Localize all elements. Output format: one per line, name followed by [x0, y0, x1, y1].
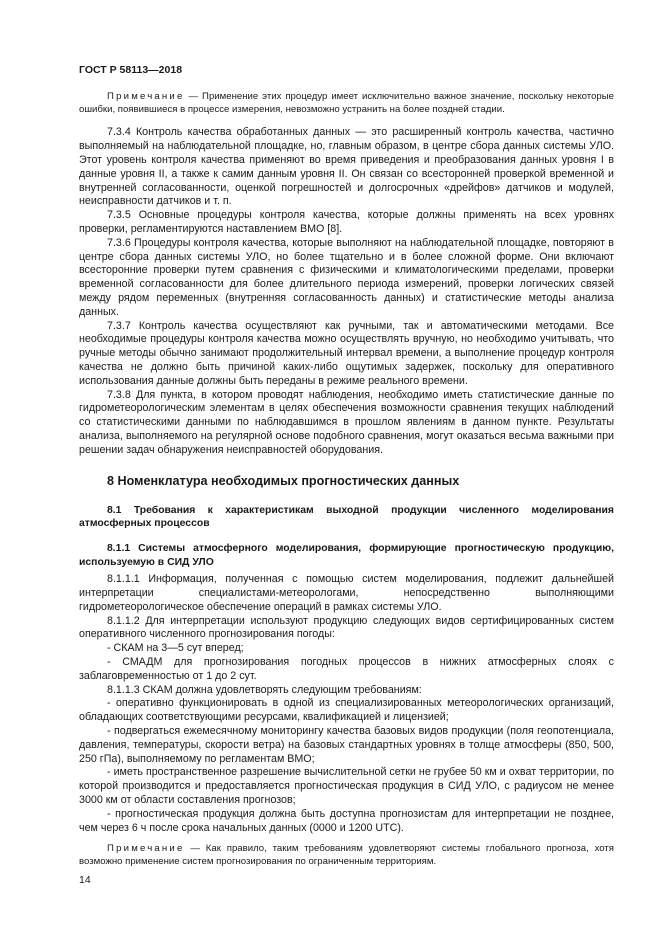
list-item: - оперативно функционировать в одной из специализированных метеорологических организаций, обладающих соответствующими ресурсами, квалификацией и лицензией;: [79, 697, 614, 724]
note-2: [79, 843, 614, 868]
list-item: - подвергаться ежемесячному мониторингу качества базовых видов продукции (поля геопотенциала, давления, температуры, скорости ветра) на базовых стандартных уровнях в толще атмосферы (850, 500, 250 гПа), выполняемому по регламентам ВМО;: [79, 724, 614, 765]
note-2-label: Примечание: [107, 843, 185, 855]
subsection-8-1-1-title: 8.1.1 Системы атмосферного моделирования, формирующие прогностическую продукцию, используемую в СИД УЛО: [79, 543, 614, 568]
paragraph-7-3-7: 7.3.7 Контроль качества осуществляют как ручными, так и автоматическими методами. Все необходимые процедуры контроля качества можно осуществлять вручную, но необходимо учитывать, что ручные методы обычно занимают продолжительный интервал времени, а выполнение процедур контроля качества не должно быть причиной каких-либо ощутимых задержек, поскольку для оперативного использования данные должны быть переданы в режиме реального времени.: [79, 319, 614, 387]
note-1-label: Примечание: [107, 91, 185, 102]
list-item: - СКАМ на 3—5 сут вперед;: [107, 642, 244, 655]
list-item: - иметь пространственное разрешение вычислительной сетки не грубее 50 км и охват территории, по которой производится и предоставляется прогностическая продукция в СИД УЛО, с радиусом не менее 3000 км от области составления прогнозов;: [79, 766, 614, 806]
list-item: - прогностическая продукция должна быть доступна прогнозистам для интерпретации не позднее, чем через 6 ч после срока начальных данных (0000 и 1200 UTC).: [79, 807, 614, 834]
paragraph-7-3-4: 7.3.4 Контроль качества обработанных данных — это расширенный контроль качества, частично выполняемый на наблюдательной площадке, но, главным образом, в центре сбора данных системы УЛО. Этот уровень контроля качества применяют во время приведения и преобразования данных уровня I в данные уровня II, а также к самим данным уровня II. Он связан со всесторонней проверкой временной и внутренней согласованности, оценкой погрешностей и долгосрочных «дрейфов» датчиков и модулей, неисправности датчиков и т. п.: [79, 126, 614, 208]
paragraph-7-3-6: 7.3.6 Процедуры контроля качества, которые выполняют на наблюдательной площадке, повторяют в центре сбора данных системы УЛО, но более тщательно и в более сложной форме. Они включают всесторонние проверки путем сравнения с физическими и климатологическими пределами, проверки временной согласованности для более длительного периода измерений, проверки логических связей между рядом переменных (внутренняя согласованность данных) и статистические методы анализа данных.: [79, 236, 614, 318]
paragraph-8-1-1-1: 8.1.1.1 Информация, полученная с помощью систем моделирования, подлежит дальнейшей интерпретации специалистами-метеорологами, непосредственно выполняющими гидрометеорологическое обеспечение операций в рамках системы УЛО.: [79, 573, 614, 613]
document-header: ГОСТ Р 58113—2018: [79, 64, 183, 76]
list-item: - СМАДМ для прогнозирования погодных процессов в нижних атмосферных слоях с заблаговременностью от 1 до 2 сут.: [79, 655, 614, 682]
page-content: [79, 91, 614, 869]
note-2-text: — Как правило, таким требованиям удовлетворяют системы глобального прогноза, хотя возможно применение систем прогнозирования по ограниченным территориям.: [79, 843, 614, 867]
section-8-title: 8 Номенклатура необходимых прогностических данных: [107, 473, 460, 488]
note-1: [79, 91, 614, 116]
paragraph-7-3-8: 7.3.8 Для пункта, в котором проводят наблюдения, необходимо иметь статистические данные по гидрометеорологическим элементам в целях обеспечения возможности сравнения текущих наблюдений со статистическими данными по наблюдавшимся в прошлом явлениям в данном пункте. Результаты анализа, выполняемого на регулярной основе подобного сравнения, могут оказаться весьма важными при решении задач обнаружения неисправностей оборудования.: [79, 388, 614, 456]
paragraph-8-1-1-2: 8.1.1.2 Для интерпретации используют продукцию следующих видов сертифицированных систем оперативного численного прогнозирования погоды:: [79, 614, 614, 641]
page-number: 14: [79, 874, 91, 886]
subsection-8-1-title: 8.1 Требования к характеристикам выходной продукции численного моделирования атмосферных процессов: [79, 504, 614, 529]
note-1-text: — Применение этих процедур имеет исключительно важное значение, поскольку некоторые ошибки, появившиеся в процессе измерения, невозможно устранить на более поздней стадии.: [79, 91, 614, 115]
paragraph-7-3-5: 7.3.5 Основные процедуры контроля качества, которые должны применять на всех уровнях проверки, регламентируются наставлением ВМО [8].: [79, 209, 614, 235]
paragraph-8-1-1-3: 8.1.1.3 СКАМ должна удовлетворять следующим требованиям:: [107, 683, 422, 696]
